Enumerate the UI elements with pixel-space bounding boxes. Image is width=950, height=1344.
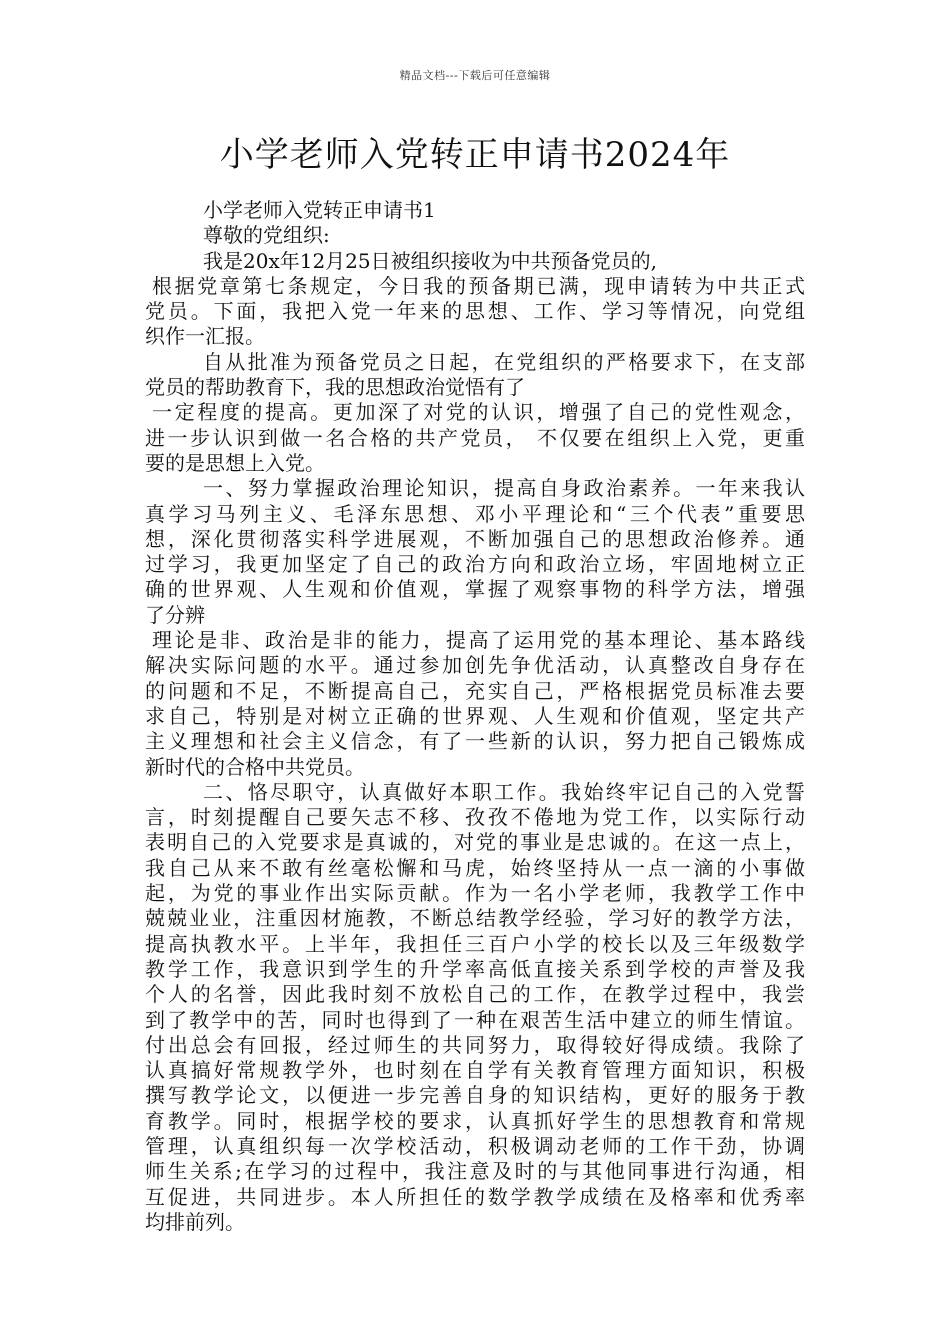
text-line: 个人的名誉，因此我时刻不放松自己的工作，在教学过程中，我尝 xyxy=(145,982,805,1007)
text-line: 织作一汇报。 xyxy=(145,324,265,349)
text-line: 党员。下面，我把入党一年来的思想、工作、学习等情况，向党组 xyxy=(145,299,805,324)
text-line: 一定程度的提高。更加深了对党的认识，增强了自己的党性观念， xyxy=(152,400,805,425)
text-line: 进一步认识到做一名合格的共产党员， 不仅要在组织上入党，更重 xyxy=(145,425,805,450)
text-line: 一、努力掌握政治理论知识，提高自身政治素养。一年来我认 xyxy=(203,476,805,501)
text-line: 新时代的合格中共党员。 xyxy=(145,754,365,779)
text-line: 兢兢业业，注重因材施教，不断总结教学经验，学习好的教学方法， xyxy=(145,906,805,931)
text-line: 言，时刻提醒自己要矢志不移、孜孜不倦地为党工作，以实际行动 xyxy=(145,805,805,830)
text-line: 育教学。同时，根据学校的要求，认真抓好学生的思想教育和常规 xyxy=(145,1108,805,1133)
text-line: 我自己从来不敢有丝毫松懈和马虎，始终坚持从一点一滴的小事做 xyxy=(145,855,805,880)
text-line: 求自己，特别是对树立正确的世界观、人生观和价值观，坚定共产 xyxy=(145,703,805,728)
text-line: 的问题和不足，不断提高自己，充实自己，严格根据党员标准去要 xyxy=(145,678,805,703)
text-line: 互促进，共同进步。本人所担任的数学教学成绩在及格率和优秀率 xyxy=(145,1184,805,1209)
text-line: 理论是非、政治是非的能力，提高了运用党的基本理论、基本路线 xyxy=(152,628,805,653)
text-line: 党员的帮助教育下，我的思想政治觉悟有了 xyxy=(145,375,525,400)
text-line: 真学习马列主义、毛泽东思想、邓小平理论和“三个代表”重要思 xyxy=(145,501,805,526)
text-line: 认真搞好常规教学外，也时刻在自学有关教育管理方面知识，积极 xyxy=(145,1058,805,1083)
text-line: 自从批准为预备党员之日起，在党组织的严格要求下，在支部 xyxy=(203,349,805,374)
text-line: 付出总会有回报，经过师生的共同努力，取得较好得成绩。我除了 xyxy=(145,1032,805,1057)
document-title: 小学老师入党转正申请书2024年 xyxy=(219,135,731,175)
text-line: 到了教学中的苦，同时也得到了一种在艰苦生活中建立的师生情谊。 xyxy=(145,1007,805,1032)
text-line: 想，深化贯彻落实科学进展观，不断加强自己的思想政治修养。通 xyxy=(145,526,805,551)
text-line: 我是20x年12月25日被组织接收为中共预备党员的, xyxy=(203,248,657,273)
text-line: 确的世界观、人生观和价值观，掌握了观察事物的科学方法，增强 xyxy=(145,577,805,602)
text-line: 二、恪尽职守，认真做好本职工作。我始终牢记自己的入党誓 xyxy=(203,779,805,804)
text-line: 根据党章第七条规定，今日我的预备期已满，现申请转为中共正式 xyxy=(152,273,805,298)
text-line: 小学老师入党转正申请书1 xyxy=(203,198,436,222)
text-line: 提高执教水平。上半年，我担任三百户小学的校长以及三年级数学 xyxy=(145,931,805,956)
text-line: 尊敬的党组织: xyxy=(203,223,330,248)
text-line: 师生关系;在学习的过程中，我注意及时的与其他同事进行沟通，相 xyxy=(145,1159,805,1184)
document-body xyxy=(145,198,805,1235)
text-line: 了分辨 xyxy=(145,602,205,627)
text-line: 教学工作，我意识到学生的升学率高低直接关系到学校的声誉及我 xyxy=(145,956,805,981)
text-line: 撰写教学论文，以便进一步完善自身的知识结构，更好的服务于教 xyxy=(145,1083,805,1108)
header-note: 精品文档---下载后可任意编辑 xyxy=(399,69,551,82)
text-line: 管理，认真组织每一次学校活动，积极调动老师的工作干劲，协调 xyxy=(145,1133,805,1158)
text-line: 表明自己的入党要求是真诚的，对党的事业是忠诚的。在这一点上， xyxy=(145,830,805,855)
text-line: 要的是思想上入党。 xyxy=(145,450,325,475)
text-line: 主义理想和社会主义信念，有了一些新的认识，努力把自己锻炼成 xyxy=(145,729,805,754)
text-line: 起，为党的事业作出实际贡献。作为一名小学老师，我教学工作中 xyxy=(145,881,805,906)
text-line: 均排前列。 xyxy=(145,1209,245,1234)
text-line: 过学习，我更加坚定了自己的政治方向和政治立场，牢固地树立正 xyxy=(145,552,805,577)
text-line: 解决实际问题的水平。通过参加创先争优活动，认真整改自身存在 xyxy=(145,653,805,678)
